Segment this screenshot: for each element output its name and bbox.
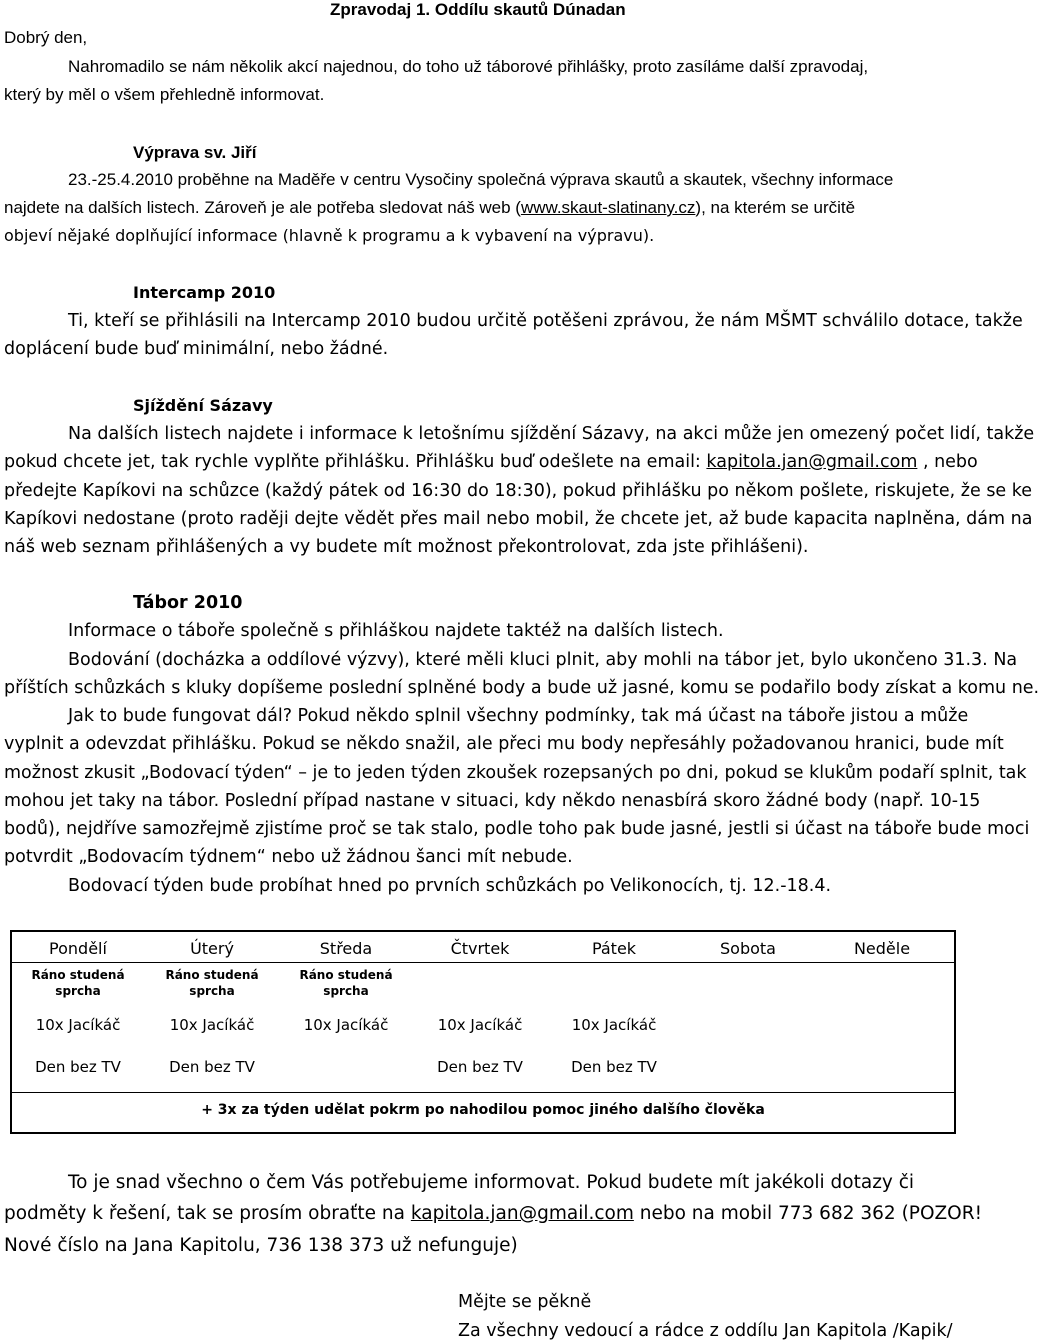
tabor-line: Bodování (docházka a oddílové výzvy), které měli kluci plnit, aby mohli na tábor jet, bylo ukončeno 31.3. Na — [68, 650, 1018, 670]
tabor-line: vyplnit a odevzdat přihlášku. Pokud se někdo snažil, ale přeci mu body nepřesáhly požadovanou hranici, bude mít — [4, 734, 1004, 754]
intro-line-1: Nahromadilo se nám několik akcí najednou, do toho už táborové přihlášky, proto zasíláme další zpravodaj, — [68, 57, 869, 76]
sazava-line-5: náš web seznam přihlášených a vy budete mít možnost překontrolovat, zda jste přihlášeni). — [4, 537, 809, 557]
tabor-line: potvrdit „Bodovacím týdnem“ nebo už žádnou šanci mít nebude. — [4, 847, 573, 867]
schedule-task-jacik: 10x Jacíkáč — [303, 1016, 389, 1034]
tabor-line: Informace o táboře společně s přihláškou najdete taktéž na dalších listech. — [68, 621, 724, 641]
tabor-line: příštích schůzkách s kluky dopíšeme poslední splněné body a bude už jasné, komu se podařilo body získat a komu ne. — [4, 678, 1039, 698]
table-divider — [12, 1092, 954, 1093]
schedule-weekly-task: + 3x za týden udělat pokrm po nahodilou pomoc jiného dalšího člověka — [201, 1102, 765, 1118]
schedule-day: Neděle — [853, 938, 911, 958]
schedule-day: Sobota — [720, 938, 776, 958]
schedule-task-jacik: 10x Jacíkáč — [571, 1016, 657, 1034]
sazava-line-2-text: pokud chcete jet, tak rychle vyplňte přihlášku. Přihlášku buď odešlete na email: — [4, 452, 707, 472]
schedule-task-no-tv: Den bez TV — [169, 1058, 255, 1076]
schedule-task-no-tv: Den bez TV — [437, 1058, 523, 1076]
schedule-task-no-tv: Den bez TV — [35, 1058, 121, 1076]
closing-line-2 — [4, 1203, 982, 1224]
schedule-task-shower: Ráno studená sprcha — [165, 968, 259, 998]
vyprava-line-2 — [4, 198, 855, 218]
sazava-line-2 — [4, 452, 978, 472]
bodovaci-tyden-table — [10, 930, 956, 1134]
sazava-line-1: Na dalších listech najdete i informace k letošnímu sjíždění Sázavy, na akci může jen omezený počet lidí, takže — [68, 424, 1035, 444]
closing-line-2-text: podměty k řešení, tak se prosím obraťte na — [4, 1203, 411, 1224]
schedule-task-no-tv: Den bez TV — [571, 1058, 657, 1076]
intercamp-heading: Intercamp 2010 — [133, 283, 276, 302]
closing-line-1: To je snad všechno o čem Vás potřebujeme informovat. Pokud budete mít jakékoli dotazy či — [68, 1172, 915, 1193]
intercamp-line-2: doplácení bude buď minimální, nebo žádné. — [4, 339, 389, 359]
signature-name: Za všechny vedoucí a rádce z oddílu Jan Kapitola /Kapik/ — [458, 1321, 953, 1341]
schedule-task-jacik: 10x Jacíkáč — [169, 1016, 255, 1034]
schedule-task-shower: Ráno studená sprcha — [31, 968, 125, 998]
vyprava-line-2-text: najdete na dalších listech. Zároveň je ale potřeba sledovat náš web ( — [4, 198, 521, 217]
sazava-heading: Sjíždění Sázavy — [133, 396, 273, 415]
website-link[interactable]: www.skaut-slatinany.cz — [520, 198, 696, 217]
vyprava-line-1: 23.-25.4.2010 proběhne na Maděře v centru Vysočiny společná výprava skautů a skautek, všechny informace — [68, 170, 894, 189]
tabor-line: bodů), nejdříve samozřejmě zjistíme proč se tak stalo, podle toho pak bude jasné, jestli si účast na táboře bude moci — [4, 819, 1030, 839]
greeting: Dobrý den, — [4, 28, 88, 47]
tabor-line: možnost zkusit „Bodovací týden“ – je to jeden týden zkoušek rozepsaných po dni, pokud se klukům podaří splnit, tak — [4, 763, 1027, 783]
schedule-day: Pondělí — [49, 938, 107, 958]
schedule-task-jacik: 10x Jacíkáč — [35, 1016, 121, 1034]
tabor-line: mohou jet taky na tábor. Poslední případ nastane v situaci, kdy někdo nenasbírá skoro žádné body (např. 10-15 — [4, 791, 981, 811]
sazava-line-3: předejte Kapíkovi na schůzce (každý pátek od 16:30 do 18:30), pokud přihlášku po někom pošlete, riskujete, že se ke — [4, 481, 1033, 501]
signature-greeting: Mějte se pěkně — [458, 1292, 592, 1312]
intro-line-2: který by měl o všem přehledně informovat. — [4, 85, 325, 104]
email-link[interactable]: kapitola.jan@gmail.com — [706, 452, 918, 472]
schedule-day: Pátek — [591, 938, 637, 958]
sazava-line-4: Kapíkovi nedostane (proto raději dejte vědět přes mail nebo mobil, že chcete jet, až bude kapacita naplněna, dám na — [4, 509, 1033, 529]
schedule-day: Středa — [319, 938, 373, 958]
schedule-task-shower: Ráno studená sprcha — [299, 968, 393, 998]
tabor-heading: Tábor 2010 — [133, 593, 243, 613]
sazava-line-2-tail: , nebo — [917, 452, 978, 472]
tabor-line: Jak to bude fungovat dál? Pokud někdo splnil všechny podmínky, tak má účast na táboře jistou a může — [68, 706, 969, 726]
email-link[interactable]: kapitola.jan@gmail.com — [410, 1203, 634, 1224]
schedule-day: Čtvrtek — [450, 938, 510, 958]
vyprava-line-2-tail: ), na kterém se určitě — [695, 198, 856, 217]
schedule-task-jacik: 10x Jacíkáč — [437, 1016, 523, 1034]
schedule-day: Úterý — [190, 938, 234, 958]
vyprava-heading: Výprava sv. Jiří — [133, 143, 257, 162]
vyprava-line-3: objeví nějaké doplňující informace (hlavně k programu a k vybavení na výpravu). — [4, 226, 655, 245]
intercamp-line-1: Ti, kteří se přihlásili na Intercamp 2010 budou určitě potěšeni zprávou, že nám MŠMT schválilo dotace, takže — [68, 311, 1023, 331]
newsletter-title: Zpravodaj 1. Oddílu skautů Dúnadan — [330, 0, 626, 19]
closing-line-2-tail: nebo na mobil 773 682 362 (POZOR! — [633, 1203, 983, 1224]
closing-line-3: Nové číslo na Jana Kapitolu, 736 138 373 už nefunguje) — [4, 1235, 518, 1256]
tabor-line: Bodovací týden bude probíhat hned po prvních schůzkách po Velikonocích, tj. 12.-18.4. — [68, 876, 832, 896]
